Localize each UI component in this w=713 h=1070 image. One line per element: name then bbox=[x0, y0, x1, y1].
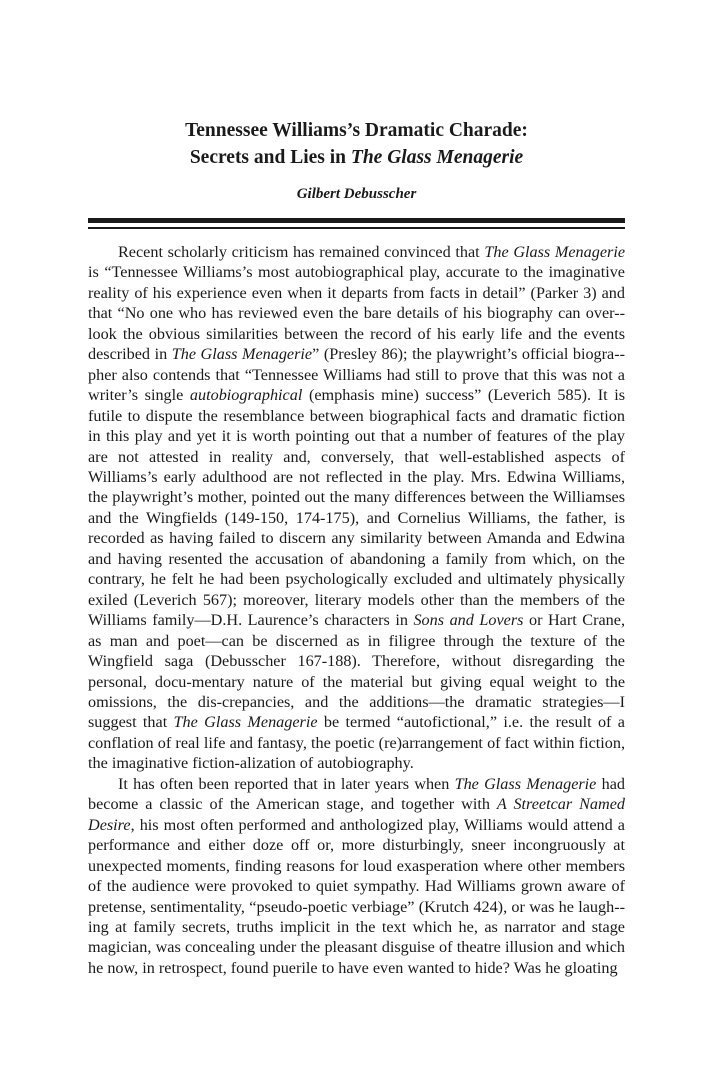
italic-title-run: The Glass Menagerie bbox=[484, 243, 626, 261]
text-run: ” (Presley 86); the playwright’s official biogra-pher also contends that “Tennessee Williams had still to prove that this was not a writer’s single bbox=[88, 345, 625, 405]
title-line-2-prefix: Secrets and Lies in bbox=[189, 147, 351, 168]
italic-title-run: Sons and Lovers bbox=[413, 611, 524, 630]
text-run: (emphasis mine) success” (Leverich 585). It is futile to dispute the resemblance between biographical facts and dramatic fiction in this play and yet it is worth pointing out that a number of features of the play are not attested in reality and, conversely, that well-established aspects of Williams’s early adulthood are not reflected in the play. Mrs. Edwina Williams, the playwright’s mother, pointed out the many differences between the Williamses and the Wingfields (149-150, 174-175), and Cornelius Williams, the father, is recorded as having failed to discern any similarity between Amanda and Edwina and having resented the accusation of abandoning a family from which, on the contrary, he felt he had been psychologically excluded and ultimately physically exiled (Leverich 567); moreover, literary models other than the members of the Williams family—D.H. Laurence’s characters in bbox=[88, 386, 625, 630]
title-divider-thick bbox=[88, 218, 625, 223]
text-run: be termed “autofictional,” i.e. the result of a conflation of real life and fantasy, the poetic (re)arrangement of fact within fiction, the imaginative fiction-alization of autobiography. bbox=[88, 713, 625, 773]
article-title bbox=[88, 117, 625, 171]
text-run: or Hart Crane, as man and poet—can be discerned as in filigree through the texture of the Wingfield saga (Debusscher 167-188). Therefore, without disregarding the personal, docu-mentary nature of the material but giving equal weight to the omissions, the dis-crepancies, and the additions—the dramatic strategies—I suggest that bbox=[88, 611, 625, 732]
author-name: Gilbert Debusscher bbox=[296, 186, 417, 202]
title-divider-thin bbox=[88, 227, 625, 229]
body-paragraph bbox=[88, 774, 625, 979]
italic-title-run: The Glass Menagerie bbox=[454, 774, 597, 793]
italic-title-run: The Glass Menagerie bbox=[171, 345, 313, 364]
article-body bbox=[88, 242, 625, 978]
text-run: Recent scholarly criticism has remained convinced that bbox=[118, 243, 485, 261]
text-run: had become a classic of the American stage, and together with bbox=[88, 774, 625, 814]
text-run: , his most often performed and anthologized play, Williams would attend a performance and either doze off or, more disturbingly, sneer incongruously at unexpected moments, finding reasons for loud exasperation where other members of the audience were provoked to quiet sympathy. Had Williams grown aware of pretense, sentimentality, “pseudo-poetic verbiage” (Krutch 424), or was he laugh-ing at family secrets, truths implicit in the text which he, as narrator and stage magician, was concealing under the pleasant disguise of theatre illusion and which he now, in retrospect, found puerile to have even wanted to hide? Was he gloating bbox=[88, 815, 625, 977]
body-paragraph bbox=[88, 242, 625, 774]
italic-title-run: A Streetcar Named Desire bbox=[88, 795, 625, 834]
title-line-1: Tennessee Williams’s Dramatic Charade: bbox=[185, 120, 528, 141]
title-line-2-play-name: The Glass Menagerie bbox=[350, 147, 524, 168]
italic-title-run: The Glass Menagerie bbox=[173, 713, 318, 732]
text-run: It has often been reported that in later years when bbox=[118, 774, 455, 793]
text-run: is “Tennessee Williams’s most autobiographical play, accurate to the imaginative reality of his experience even when it departs from facts in detail” (Parker 3) and that “No one who has reviewed even the bare details of his biography can over-look the obvious similarities between the record of his early life and the events described in bbox=[88, 263, 625, 364]
italic-title-run: autobiographical bbox=[189, 386, 303, 405]
title-line-2 bbox=[88, 144, 625, 171]
